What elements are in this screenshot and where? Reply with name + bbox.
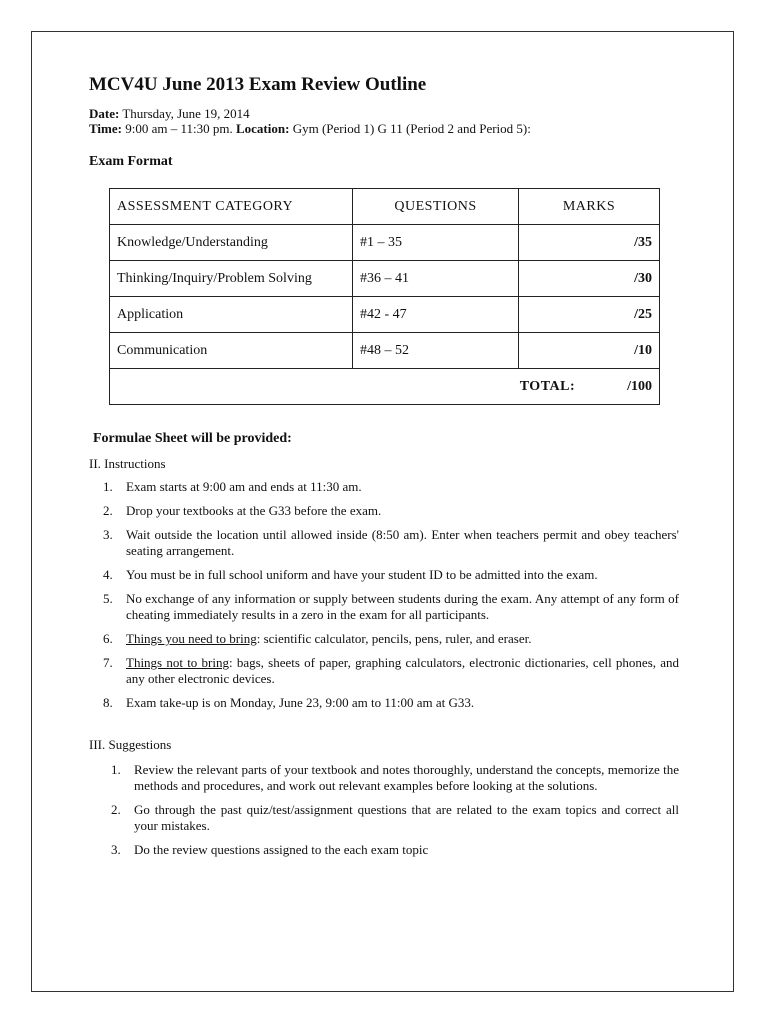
marks-cell: /10: [519, 333, 660, 369]
date-line: [89, 106, 250, 121]
exam-format-heading: Exam Format: [89, 154, 173, 169]
item-text: Review the relevant parts of your textbook and notes thoroughly, understand the concepts, memorize the methods and procedures, and work out relevant examples before looking at the solutions.: [134, 762, 679, 793]
document-title: MCV4U June 2013 Exam Review Outline: [89, 74, 427, 95]
list-item: [111, 842, 679, 858]
list-item: [103, 655, 680, 687]
marks-cell: /25: [519, 297, 660, 333]
item-text: Exam starts at 9:00 am and ends at 11:30 am.: [126, 479, 362, 494]
marks-cell: /30: [519, 261, 660, 297]
item-number: 5.: [103, 591, 113, 606]
time-label: Time:: [89, 121, 122, 136]
item-number: 2.: [111, 802, 121, 817]
item-number: 6.: [103, 631, 113, 646]
item-text: Drop your textbooks at the G33 before the exam.: [126, 503, 382, 518]
suggestions-heading: III. Suggestions: [89, 737, 172, 752]
table-total-row: [110, 369, 660, 405]
item-text: Exam take-up is on Monday, June 23, 9:00 am to 11:00 am at G33.: [126, 695, 475, 710]
item-text: : bags, sheets of paper, graphing calculators, electronic dictionaries, cell phones, and any other electronic devices.: [126, 655, 680, 686]
suggestions-list: [111, 762, 679, 866]
total-value: /100: [627, 378, 652, 394]
list-item: [103, 567, 679, 583]
item-number: 1.: [111, 762, 121, 777]
list-item: [103, 503, 679, 519]
total-label: TOTAL:: [519, 378, 576, 394]
location-label: Location:: [235, 121, 290, 136]
questions-cell: #42 - 47: [353, 297, 519, 333]
item-number: 2.: [103, 503, 113, 518]
item-text: : scientific calculator, pencils, pens, ruler, and eraser.: [256, 631, 532, 646]
item-number: 3.: [103, 527, 113, 542]
total-cell: [110, 369, 660, 405]
list-item: [103, 479, 679, 495]
time-location-line: [89, 121, 531, 136]
table-row: [110, 333, 660, 369]
item-text: No exchange of any information or supply between students during the exam. Any attempt of any form of cheating immediately results in a zero in the exam for all participants.: [126, 591, 679, 622]
exam-format-table: [109, 188, 660, 405]
table-row: [110, 297, 660, 333]
category-cell: Thinking/Inquiry/Problem Solving: [110, 261, 353, 297]
table-row: [110, 225, 660, 261]
formulae-note: Formulae Sheet will be provided:: [93, 431, 292, 446]
category-cell: Application: [110, 297, 353, 333]
instructions-list: [103, 479, 680, 719]
item-text: Wait outside the location until allowed inside (8:50 am). Enter when teachers permit and obey teachers' seating arrangement.: [126, 527, 679, 558]
column-header-category: ASSESSMENT CATEGORY: [110, 189, 353, 225]
item-number: 3.: [111, 842, 121, 857]
item-number: 8.: [103, 695, 113, 710]
instructions-heading: II. Instructions: [89, 456, 166, 471]
table-row: [110, 261, 660, 297]
item-underlined-label: Things you need to bring: [126, 631, 257, 646]
item-underlined-label: Things not to bring: [126, 655, 229, 670]
questions-cell: #1 – 35: [353, 225, 519, 261]
item-text: Do the review questions assigned to the each exam topic: [134, 842, 429, 857]
time-value: 9:00 am – 11:30 pm.: [125, 121, 233, 136]
column-header-marks: MARKS: [519, 189, 660, 225]
category-cell: Communication: [110, 333, 353, 369]
list-item: [111, 802, 679, 834]
list-item: [103, 631, 679, 647]
marks-cell: /35: [519, 225, 660, 261]
table-header-row: [110, 189, 660, 225]
list-item: [111, 762, 679, 794]
item-number: 1.: [103, 479, 113, 494]
date-label: Date:: [89, 106, 120, 121]
item-text: You must be in full school uniform and have your student ID to be admitted into the exam.: [126, 567, 598, 582]
questions-cell: #36 – 41: [353, 261, 519, 297]
list-item: [103, 591, 679, 623]
column-header-questions: QUESTIONS: [353, 189, 519, 225]
list-item: [103, 695, 679, 711]
location-value: Gym (Period 1) G 11 (Period 2 and Period 5):: [292, 121, 531, 136]
item-number: 7.: [103, 655, 113, 670]
category-cell: Knowledge/Understanding: [110, 225, 353, 261]
list-item: [103, 527, 679, 559]
item-text: Go through the past quiz/test/assignment questions that are related to the exam topics and correct all your mistakes.: [134, 802, 679, 833]
questions-cell: #48 – 52: [353, 333, 519, 369]
date-value: Thursday, June 19, 2014: [122, 106, 250, 121]
item-number: 4.: [103, 567, 113, 582]
